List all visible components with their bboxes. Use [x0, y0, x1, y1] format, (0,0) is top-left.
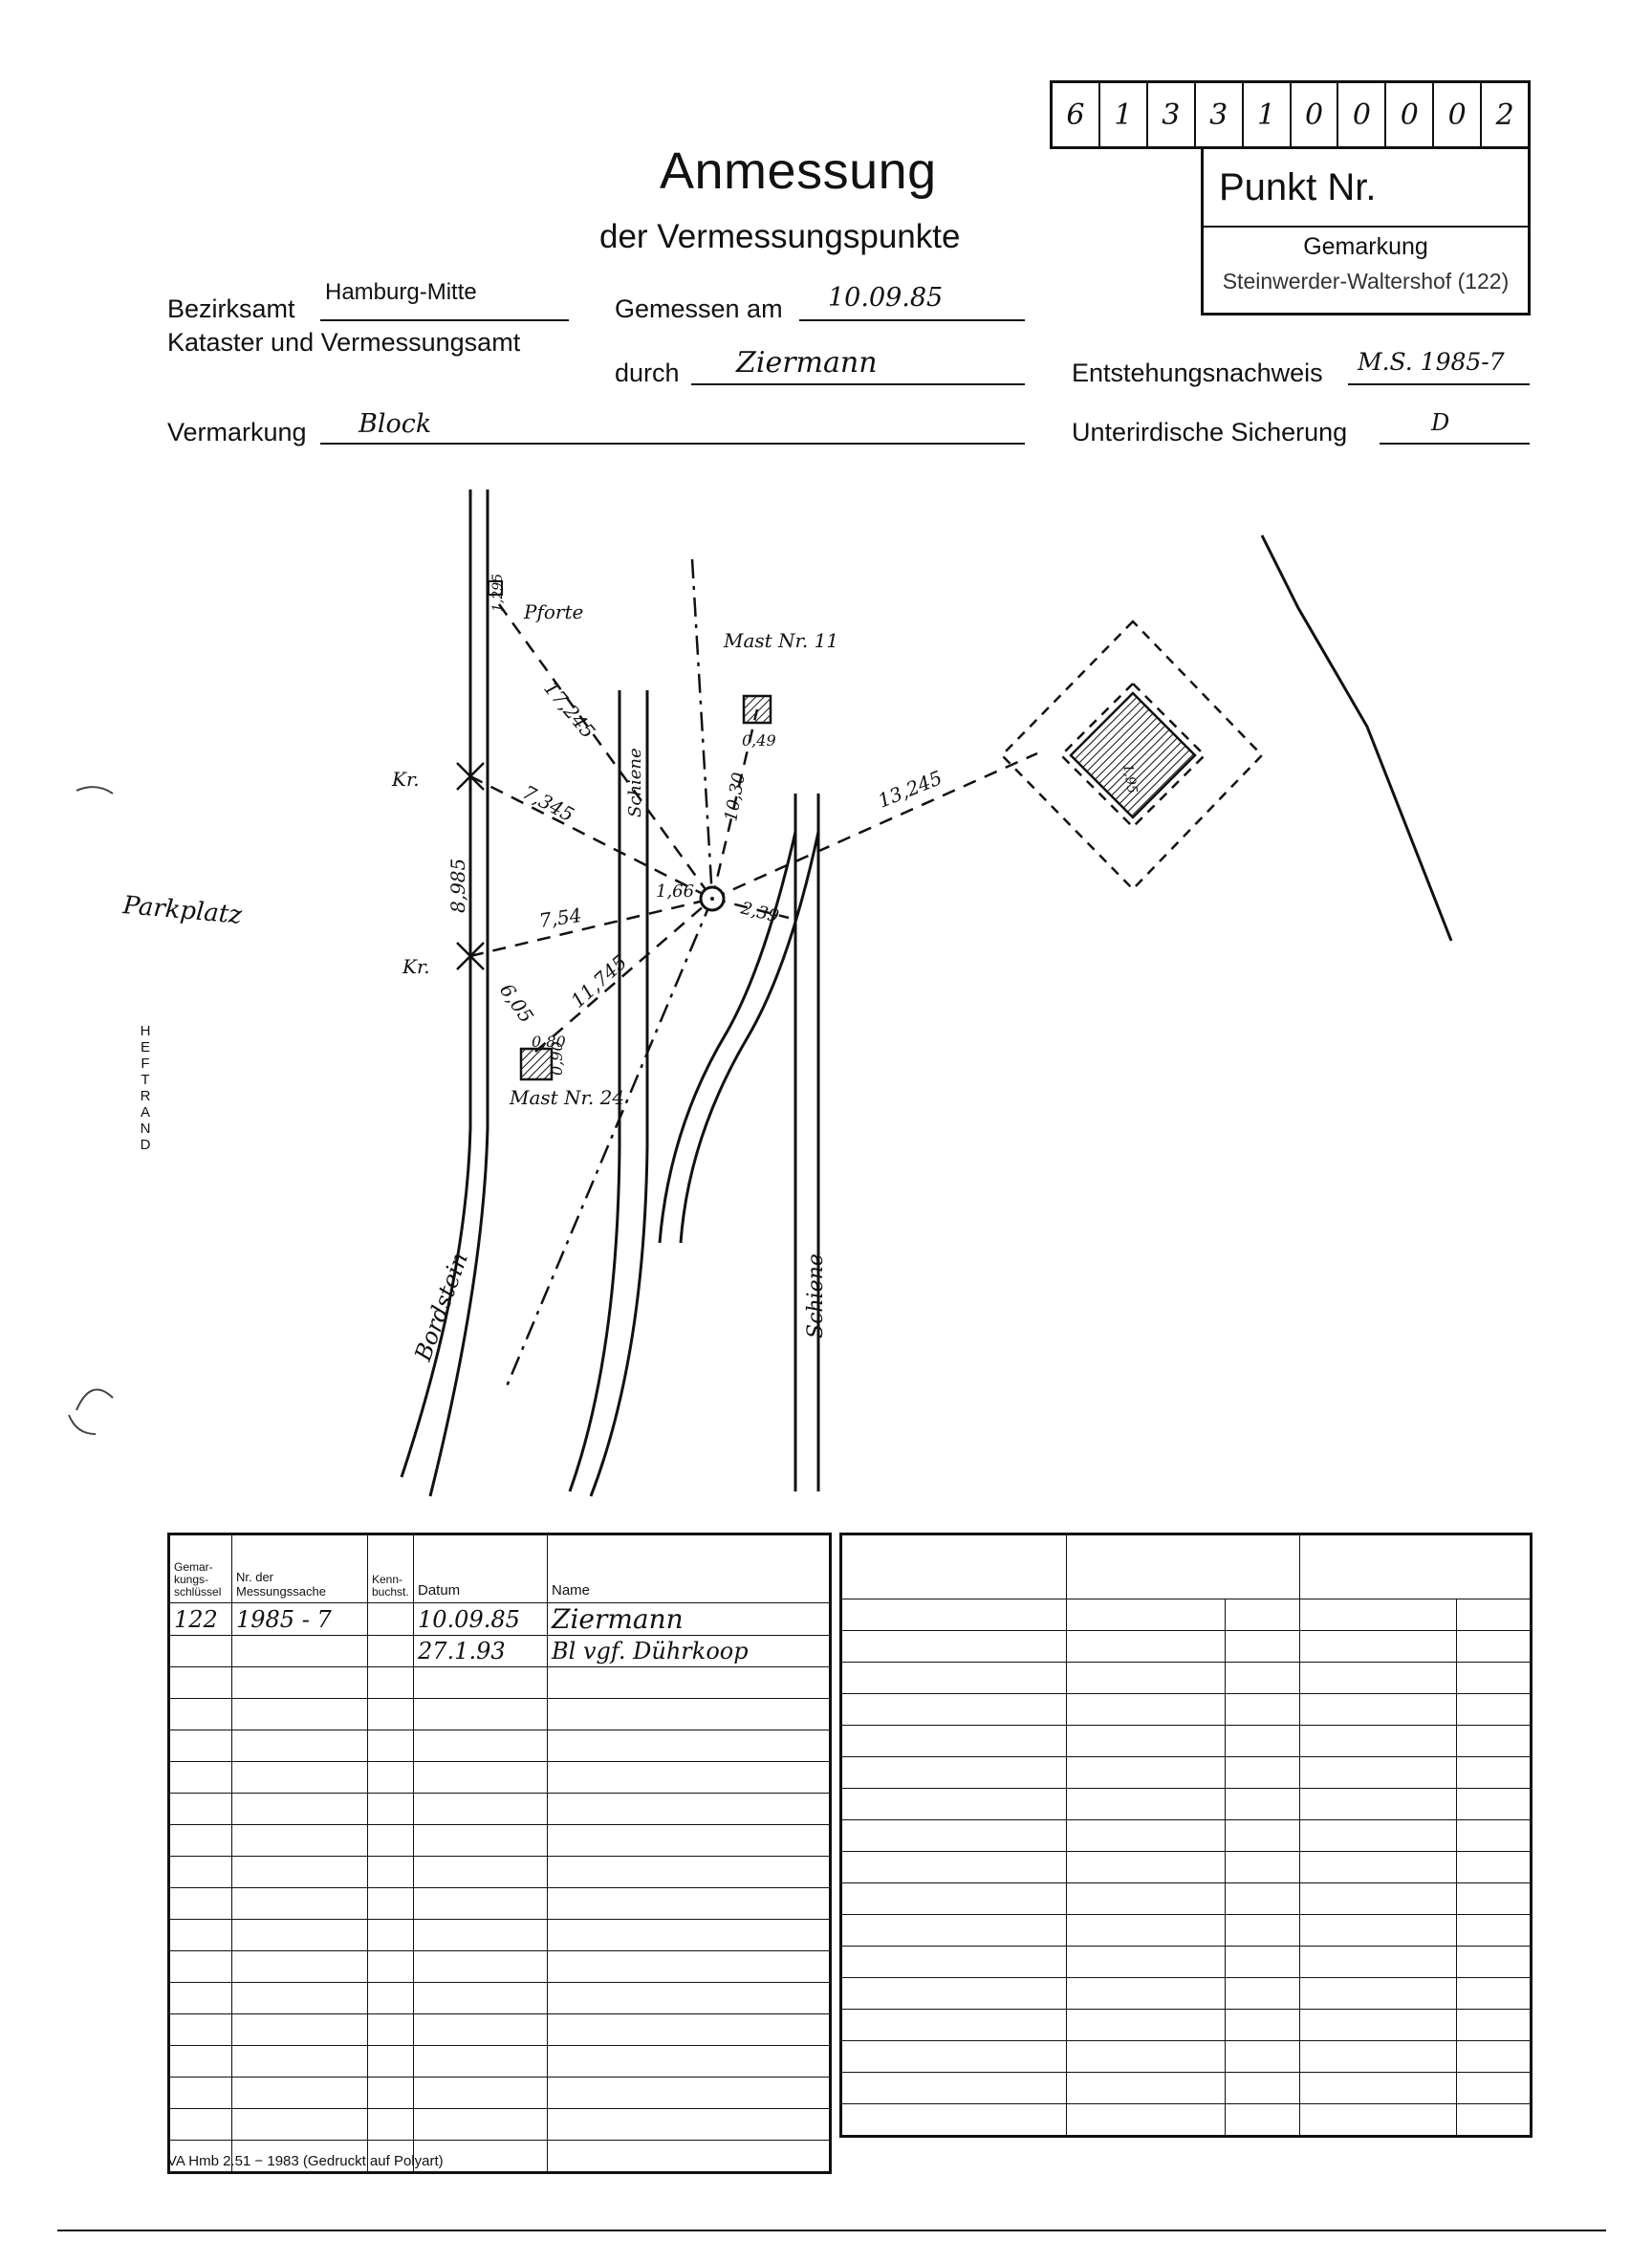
table-row: [841, 2104, 1532, 2137]
punkt-digit: 2: [1495, 98, 1514, 132]
measure-line-kr-lower: [470, 899, 712, 956]
table-row: [841, 1883, 1532, 1915]
col-header-kennbuchst: Kenn-buchst.: [368, 1534, 414, 1603]
label-kr-upper: Kr.: [392, 768, 420, 791]
binder-hole-upper: [76, 787, 113, 794]
measure-166: 1,66: [656, 881, 695, 902]
bezirksamt-value: Hamburg-Mitte: [325, 279, 477, 305]
measure-17245: 17,245: [539, 676, 600, 743]
col-header-gemarkung: Gemar-kungs-schlüssel: [169, 1534, 232, 1603]
label-parkplatz: Parkplatz: [121, 891, 244, 930]
gemessen-label: Gemessen am: [615, 294, 783, 323]
measure-239: 2,39: [738, 898, 781, 927]
gemarkung-label: Gemarkung: [1303, 233, 1428, 260]
punkt-digit: 0: [1338, 83, 1386, 146]
record-table-right: [839, 1533, 1532, 2138]
col-header-datum: Datum: [414, 1534, 548, 1603]
table-row: [169, 1603, 831, 1636]
table-row: [169, 1636, 831, 1667]
building-inner: [1071, 693, 1195, 817]
punkt-digit: 0: [1434, 83, 1482, 146]
page-title: Anmessung: [660, 142, 937, 200]
gemessen-value: 10.09.85: [828, 283, 944, 313]
punkt-label: Punkt Nr.: [1204, 149, 1528, 228]
cell-datum: 10.09.85: [414, 1603, 548, 1636]
table-row: [841, 1789, 1532, 1820]
table-row: [169, 1794, 831, 1825]
label-bordstein: Bordstein: [409, 1249, 474, 1365]
punkt-digit: 1: [1100, 83, 1148, 146]
table-row: [169, 1888, 831, 1920]
punkt-digit: 0: [1386, 83, 1434, 146]
table-row: [169, 2046, 831, 2078]
table-row: [841, 1947, 1532, 1978]
measure-13245: 13,245: [874, 766, 946, 813]
measure-7345: 7,345: [518, 780, 578, 827]
table-row: [841, 1663, 1532, 1694]
measure-building: 1,95: [1119, 762, 1141, 795]
kataster-label: Kataster und Vermessungsamt: [167, 328, 521, 357]
heftrand-margin-label: HEFTRAND: [140, 1023, 151, 1153]
measure-090: 0,90: [548, 1041, 566, 1076]
table-row: [841, 1757, 1532, 1789]
label-mast-24: Mast Nr. 24: [510, 1086, 625, 1109]
cell-name: Ziermann: [548, 1603, 831, 1636]
table-row: [169, 1825, 831, 1857]
label-kr-lower: Kr.: [402, 955, 430, 978]
measure-line-pforte: [499, 604, 712, 899]
unterirdisch-value: D: [1431, 409, 1450, 436]
vermarkung-value: Block: [359, 409, 432, 439]
measure-line-kr-upper: [470, 776, 712, 899]
cell-name: Bl vgf. Dührkoop: [548, 1636, 831, 1667]
table-row: [169, 1951, 831, 1983]
table-row: [841, 1726, 1532, 1757]
label-pforte: Pforte: [524, 600, 584, 623]
table-row: [841, 1631, 1532, 1663]
vermarkung-label: Vermarkung: [167, 418, 307, 446]
col-header-name: Name: [548, 1534, 831, 1603]
measure-049: 0,49: [742, 731, 776, 750]
entstehung-value: M.S. 1985-7: [1358, 348, 1505, 376]
table-row: [841, 2041, 1532, 2073]
cell-datum: 27.1.93: [414, 1636, 548, 1667]
cell-kennbuchst: [368, 1636, 414, 1667]
table-row: [169, 1920, 831, 1951]
durch-signature: Ziermann: [736, 346, 878, 380]
north-arrow-line: [1262, 535, 1451, 941]
measure-1030: 10,30: [721, 771, 750, 823]
measure-11745: 11,745: [566, 950, 632, 1012]
measure-line-building: [712, 753, 1037, 899]
table-row: [169, 1762, 831, 1794]
measure-pforte-a: 1,295: [490, 573, 506, 612]
table-row: [169, 2078, 831, 2109]
label-schiene-right: Schiene: [804, 1253, 828, 1338]
label-mast-11: Mast Nr. 11: [724, 629, 839, 652]
mast-11-symbol: [744, 696, 771, 723]
binder-hole-lower: [76, 1390, 113, 1410]
table-row: [169, 1857, 831, 1888]
punkt-digit: 3: [1148, 83, 1196, 146]
durch-label: durch: [615, 359, 680, 387]
punkt-digit: 3: [1196, 83, 1244, 146]
measure-605: 6,05: [494, 979, 539, 1028]
table-row: [841, 1915, 1532, 1947]
survey-point-center: [710, 897, 714, 901]
label-schiene-left: Schiene: [625, 748, 645, 817]
table-row: [841, 2010, 1532, 2041]
measure-080: 0,80: [532, 1033, 566, 1051]
cell-messungssache: [232, 1636, 368, 1667]
table-row: [841, 1978, 1532, 2010]
table-row: [841, 1820, 1532, 1852]
punkt-digit: 1: [1244, 83, 1292, 146]
punkt-digit: 0: [1292, 83, 1339, 146]
table-row: [169, 2014, 831, 2046]
table-row: [169, 1667, 831, 1699]
record-table-left: [167, 1533, 832, 2174]
entstehung-label: Entstehungsnachweis: [1072, 359, 1323, 387]
measure-8985: 8,985: [446, 858, 469, 913]
measure-754: 7,54: [537, 903, 583, 932]
gemarkung-stamp: Steinwerder-Waltershof (122): [1222, 269, 1510, 294]
cell-kennbuchst: [368, 1603, 414, 1636]
cell-gemarkung: [169, 1636, 232, 1667]
table-row: [169, 1983, 831, 2014]
table-row: [169, 2109, 831, 2141]
table-row: [841, 1852, 1532, 1883]
table-row: [841, 2073, 1532, 2104]
axis-line-north: [692, 559, 712, 899]
cell-messungssache: 1985 - 7: [232, 1603, 368, 1636]
form-footer: VA Hmb 2.51 − 1983 (Gedruckt auf Polyart): [167, 2153, 444, 2169]
punkt-digit: 6: [1053, 83, 1100, 146]
unterirdisch-label: Unterirdische Sicherung: [1072, 418, 1348, 446]
bezirksamt-label: Bezirksamt: [167, 294, 295, 323]
col-header-messungssache: Nr. der Messungssache: [232, 1534, 368, 1603]
table-row: [841, 1694, 1532, 1726]
page-subtitle: der Vermessungspunkte: [599, 218, 961, 255]
cell-gemarkung: 122: [169, 1603, 232, 1636]
table-row: [169, 1699, 831, 1730]
table-row: [169, 1730, 831, 1762]
table-row: [841, 1599, 1532, 1631]
